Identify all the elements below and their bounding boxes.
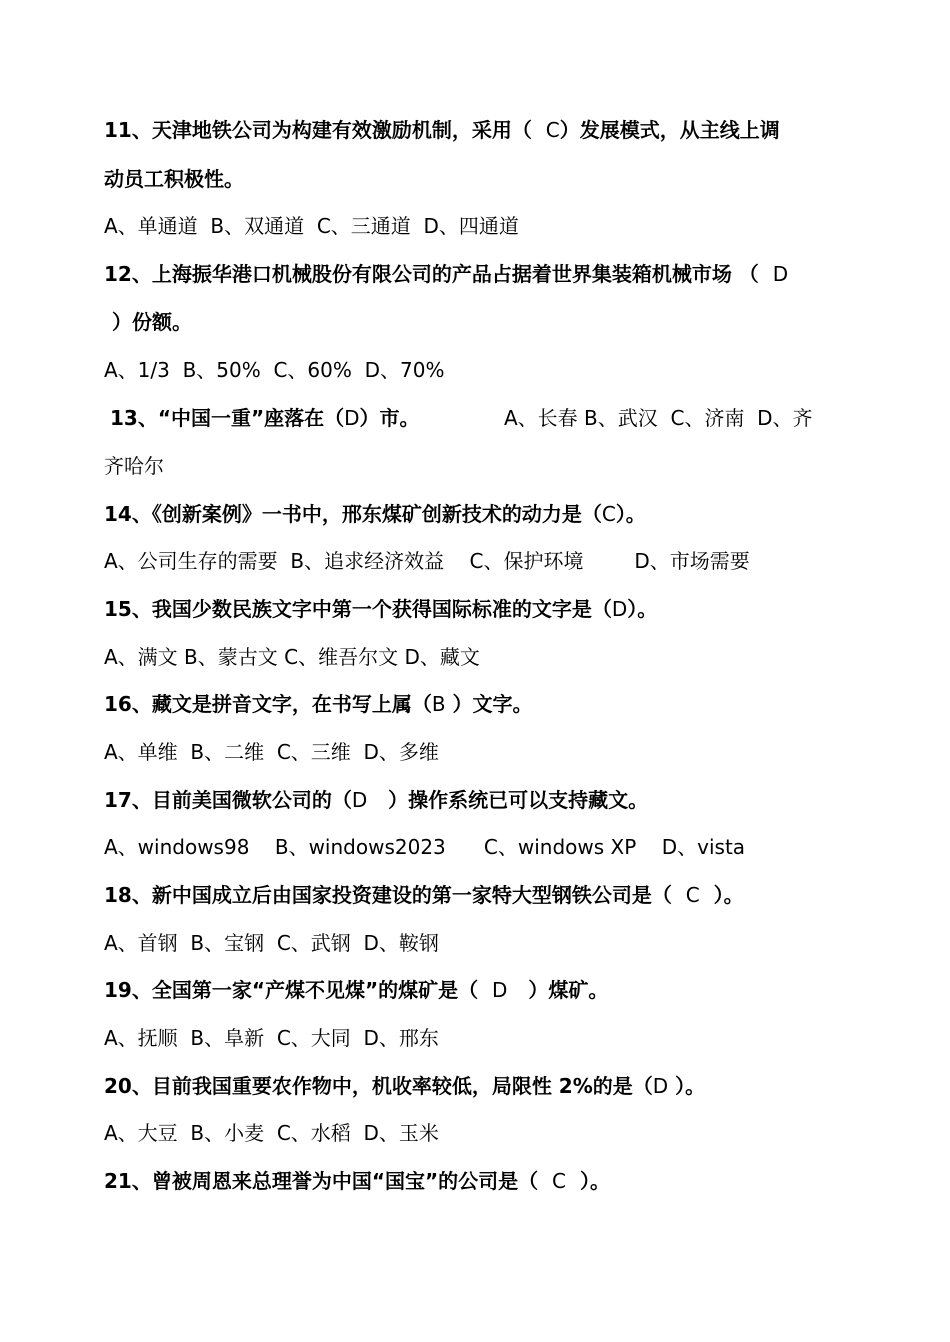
question-text-end: ）。 <box>566 1169 610 1193</box>
question-text: 15、我国少数民族文字中第一个获得国际标准的文字是（ <box>104 597 612 621</box>
answer: D <box>611 597 628 621</box>
question-text: 18、新中国成立后由国家投资建设的第一家特大型钢铁公司是（ <box>104 883 686 907</box>
question-text: 17、目前美国微软公司的（ <box>104 788 352 812</box>
options-14: A、公司生存的需要 B、追求经济效益 C、保护环境 D、市场需要 <box>104 549 750 573</box>
question-14 <box>104 500 646 528</box>
options-15: A、满文 B、蒙古文 C、维吾尔文 D、藏文 <box>104 645 480 669</box>
answer: D <box>652 1074 669 1098</box>
question-16 <box>104 690 533 718</box>
question-20 <box>104 1072 705 1100</box>
options-13: 齐哈尔 <box>104 454 164 478</box>
question-text: 21、曾被周恩来总理誉为中国“国宝”的公司是（ <box>104 1169 553 1193</box>
question-11 <box>104 116 780 144</box>
question-11-continued: 动员工积极性。 <box>104 167 244 191</box>
question-text-end: ）。 <box>699 883 744 907</box>
answer: C <box>545 118 560 142</box>
question-text-end: ）。 <box>627 597 658 621</box>
question-text: 20、目前我国重要农作物中，机收率较低，局限性 2%的是（ <box>104 1074 653 1098</box>
question-text-end: ）。 <box>615 502 646 526</box>
question-text-end: ）市。 <box>359 406 420 430</box>
answer: C <box>552 1169 567 1193</box>
question-text-end: ）文字。 <box>445 692 533 716</box>
answer: C <box>601 502 616 526</box>
question-17 <box>104 786 648 814</box>
answer: C <box>685 883 700 907</box>
question-text: 13、“中国一重”座落在（ <box>110 406 345 430</box>
answer: D <box>344 406 360 430</box>
question-21 <box>104 1167 610 1195</box>
options-13-inline: A、长春 B、武汉 C、济南 D、齐 <box>504 406 813 430</box>
question-15 <box>104 595 657 623</box>
options-16: A、单维 B、二维 C、三维 D、多维 <box>104 740 439 764</box>
options-20: A、大豆 B、小麦 C、水稻 D、玉米 <box>104 1121 439 1145</box>
options-17: A、windows98 B、windows2023 C、windows XP D、vista <box>104 835 746 859</box>
question-18 <box>104 881 744 909</box>
options-12: A、1/3 B、50% C、60% D、70% <box>104 358 445 382</box>
options-19: A、抚顺 B、阜新 C、大同 D、邢东 <box>104 1026 439 1050</box>
options-11: A、单通道 B、双通道 C、三通道 D、四通道 <box>104 214 519 238</box>
question-text-end: ）。 <box>668 1074 706 1098</box>
question-text-end: ）操作系统已可以支持藏文。 <box>367 788 649 812</box>
options-18: A、首钢 B、宝钢 C、武钢 D、鞍钢 <box>104 931 439 955</box>
question-12-continued: ）份额。 <box>112 310 192 334</box>
question-13 <box>110 404 420 432</box>
question-text-end: ）发展模式，从主线上调 <box>559 118 780 142</box>
question-text: 19、全国第一家“产煤不见煤”的煤矿是（ <box>104 978 493 1002</box>
answer: D <box>772 262 789 286</box>
question-text: 11、天津地铁公司为构建有效激励机制，采用（ <box>104 118 546 142</box>
answer: D <box>351 788 368 812</box>
question-text: 12、上海振华港口机械股份有限公司的产品占据着世界集装箱机械市场 （ <box>104 262 773 286</box>
question-12 <box>104 260 788 288</box>
question-19 <box>104 976 608 1004</box>
answer: B <box>431 692 446 716</box>
answer: D <box>492 978 508 1002</box>
question-text: 16、藏文是拼音文字，在书写上属（ <box>104 692 432 716</box>
question-text-end: ）煤矿。 <box>507 978 609 1002</box>
question-text: 14、《创新案例》一书中，邢东煤矿创新技术的动力是（ <box>104 502 602 526</box>
